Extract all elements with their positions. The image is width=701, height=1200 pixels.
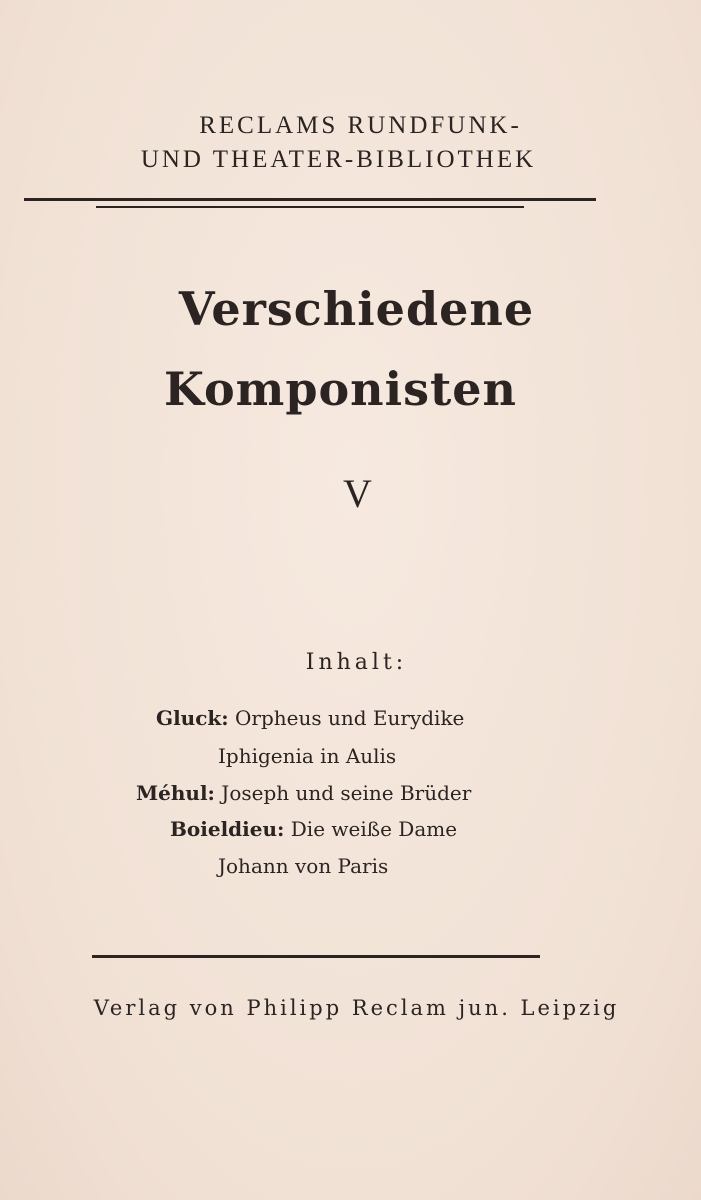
series-title-line-1: RECLAMS RUNDFUNK-: [199, 112, 522, 139]
contents-entry: [156, 706, 464, 730]
work-title: Johann von Paris: [218, 854, 389, 878]
series-title-line-2: UND THEATER-BIBLIOTHEK: [140, 146, 537, 173]
top-rule-thick: [24, 198, 596, 201]
top-rule-thin: [96, 206, 524, 208]
composer-name: Boieldieu:: [170, 817, 285, 841]
contents-entry: [218, 744, 396, 768]
bottom-rule: [92, 955, 540, 958]
publisher-line: Verlag von Philipp Reclam jun. Leipzig: [93, 996, 620, 1020]
contents-entry: [170, 817, 457, 841]
composer-name: Gluck:: [156, 706, 229, 730]
volume-number: V: [343, 471, 372, 516]
work-title: Die weiße Dame: [290, 817, 458, 841]
work-title: Joseph und seine Brüder: [221, 781, 472, 805]
contents-entry: [218, 854, 388, 878]
work-title: Orpheus und Eurydike: [235, 706, 465, 730]
book-title-line-2: Komponisten: [164, 362, 517, 416]
contents-heading: Inhalt:: [305, 650, 408, 675]
contents-entry: [136, 781, 471, 805]
composer-name: Méhul:: [136, 781, 215, 805]
book-title-line-1: Verschiedene: [178, 282, 535, 336]
work-title: Iphigenia in Aulis: [218, 744, 397, 768]
